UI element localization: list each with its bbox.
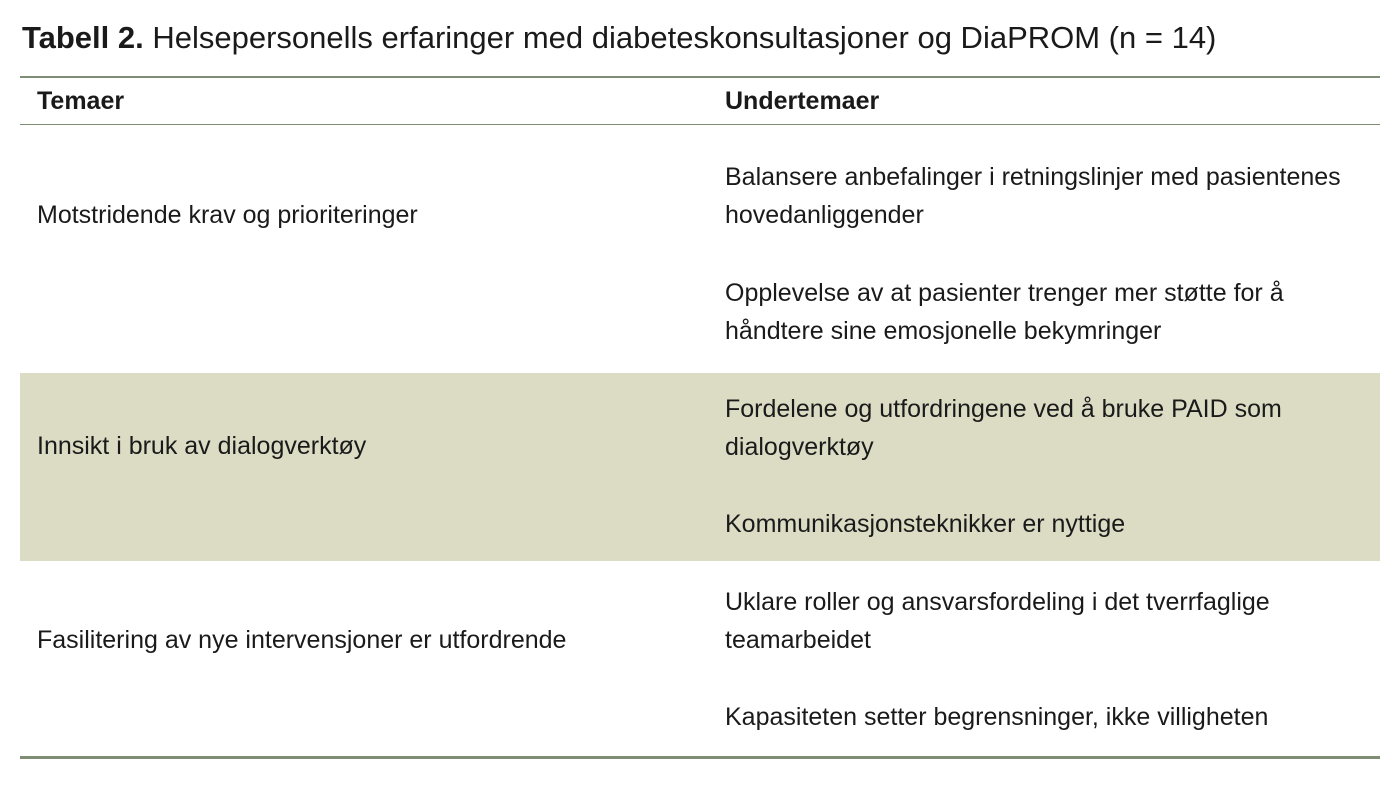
table-number: Tabell 2. [22, 20, 144, 55]
subtheme-cell: Balansere anbefalinger i retningslinjer med pasientenes hovedanliggender [725, 163, 1341, 229]
header-rule [20, 124, 1380, 125]
theme-cell: Innsikt i bruk av dialogverktøy [37, 432, 367, 460]
subtheme-cell: Uklare roller og ansvarsfordeling i det tverrfaglige teamarbeidet [725, 588, 1270, 654]
table-caption [22, 14, 1216, 62]
top-rule [20, 76, 1380, 78]
subtheme-cell: Fordelene og utfordringene ved å bruke PAID som dialogverktøy [725, 395, 1282, 461]
subtheme-cell: Opplevelse av at pasienter trenger mer støtte for å håndtere sine emosjonelle bekymringer [725, 279, 1284, 345]
header-undertemaer: Undertemaer [725, 87, 880, 115]
header-temaer: Temaer [37, 87, 125, 115]
subtheme-cell: Kommunikasjonsteknikker er nyttige [725, 510, 1126, 538]
table-title: Helsepersonells erfaringer med diabeteskonsultasjoner og DiaPROM (n = 14) [152, 20, 1217, 55]
subtheme-cell: Kapasiteten setter begrensninger, ikke villigheten [725, 703, 1269, 731]
bottom-rule [20, 756, 1380, 759]
theme-cell: Motstridende krav og prioriteringer [37, 201, 418, 229]
theme-cell: Fasilitering av nye intervensjoner er utfordrende [37, 626, 567, 654]
